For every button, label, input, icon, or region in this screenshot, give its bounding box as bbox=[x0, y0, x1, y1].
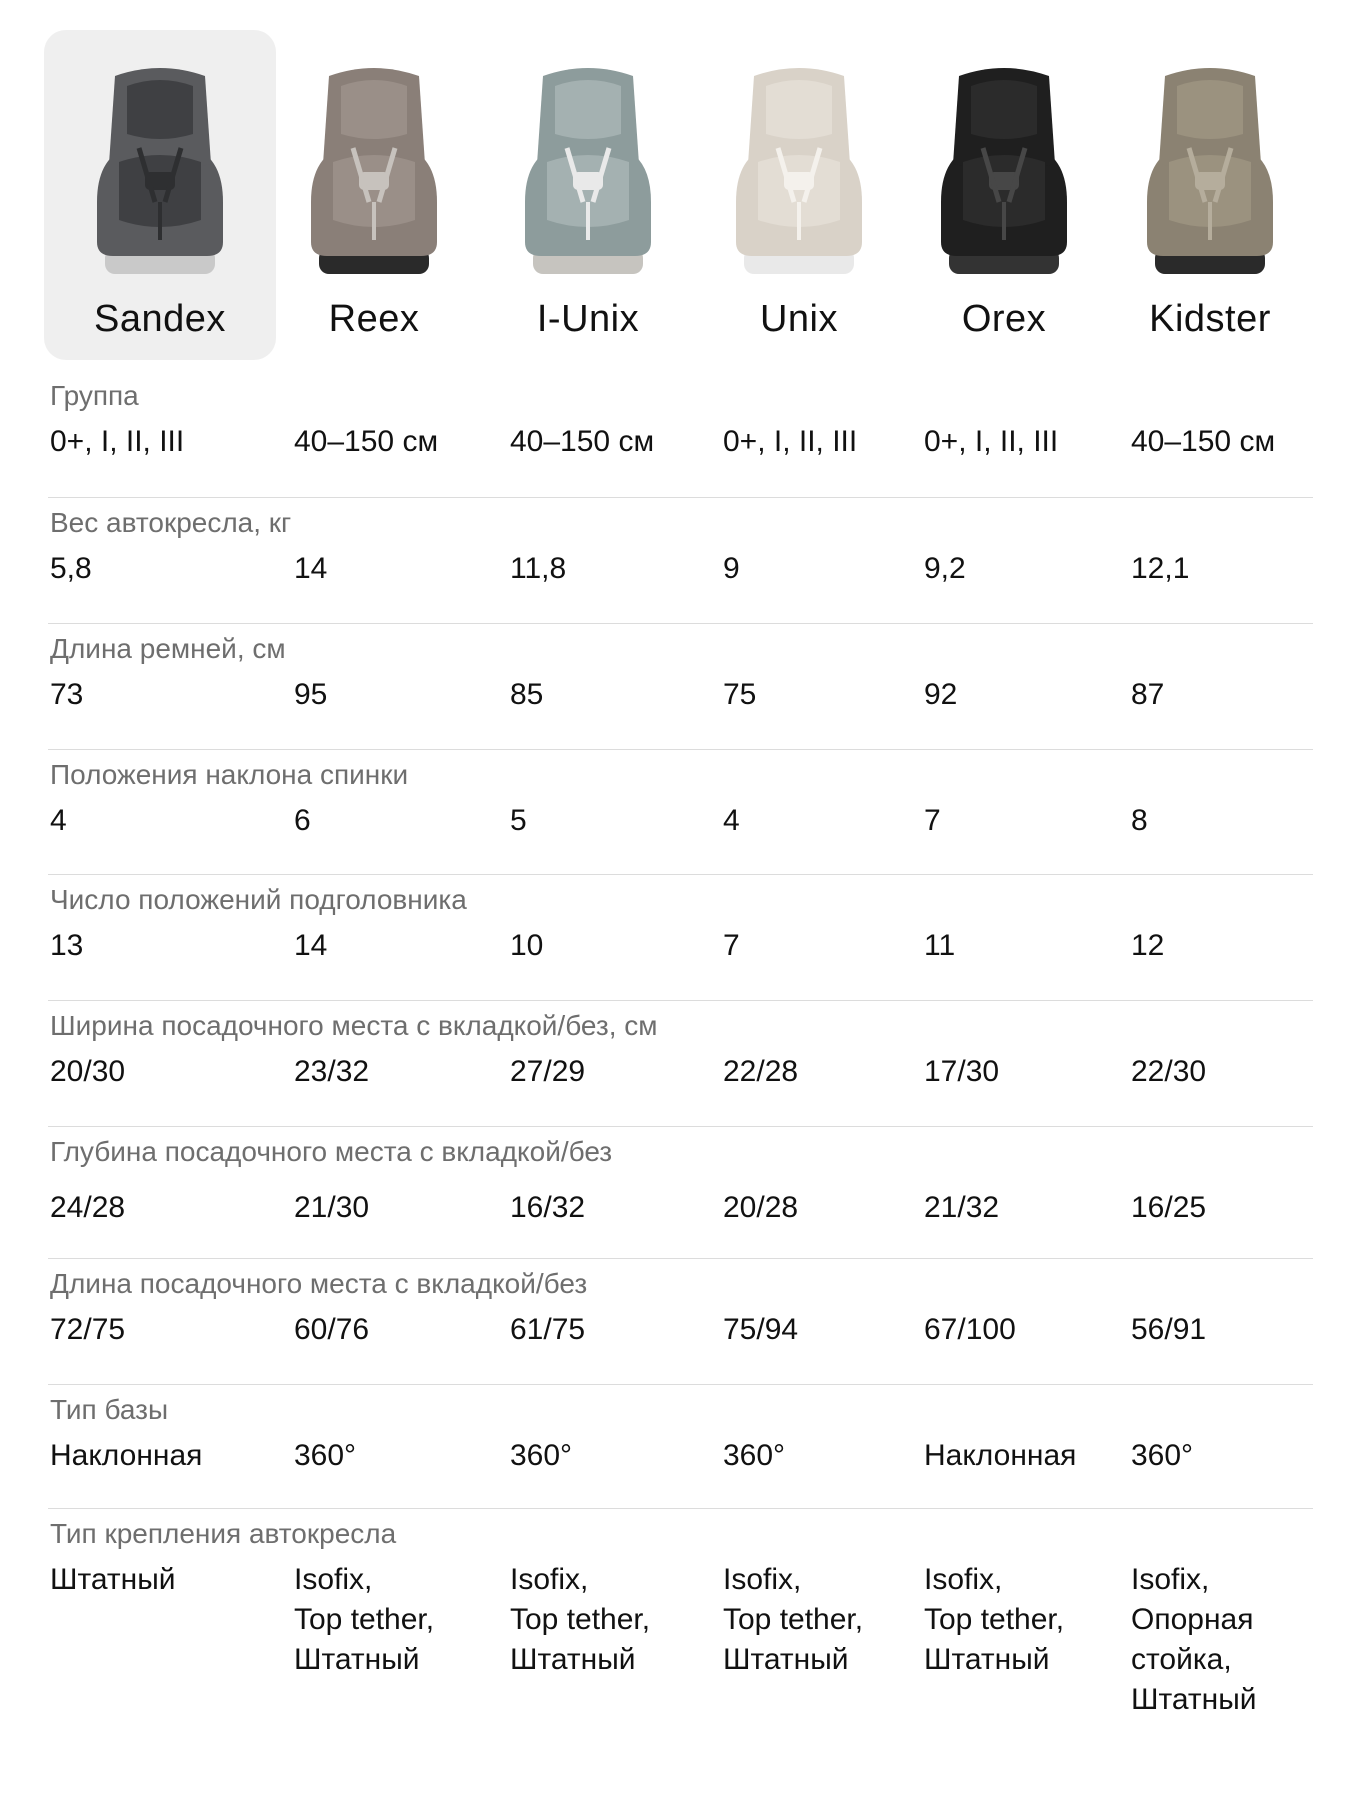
product-name: I-Unix bbox=[536, 298, 640, 340]
spec-label: Тип крепления автокресла bbox=[50, 1518, 397, 1549]
spec-value: 22/30 bbox=[1131, 1055, 1207, 1088]
spec-value: 92 bbox=[924, 678, 958, 711]
product-name: Reex bbox=[328, 298, 420, 340]
spec-label: Длина посадочного места с вкладкой/без bbox=[50, 1268, 588, 1299]
spec-value: 360° bbox=[723, 1439, 786, 1472]
car-seat-image bbox=[289, 52, 459, 282]
car-seat-image bbox=[919, 52, 1089, 282]
product-card-i-unix[interactable] bbox=[472, 30, 704, 360]
spec-value: 5,8 bbox=[50, 552, 92, 585]
spec-value: 11 bbox=[924, 929, 956, 962]
spec-row bbox=[48, 1384, 1313, 1509]
product-card-kidster[interactable] bbox=[1094, 30, 1326, 360]
spec-value: 61/75 bbox=[510, 1313, 586, 1346]
spec-row bbox=[48, 749, 1313, 875]
product-card-orex[interactable] bbox=[888, 30, 1120, 360]
spec-value: 20/28 bbox=[723, 1191, 799, 1224]
spec-value: 0+, I, II, III bbox=[50, 425, 185, 458]
car-seat-image bbox=[503, 52, 673, 282]
spec-value: 16/32 bbox=[510, 1191, 586, 1224]
spec-value: Isofix, Опорная стойка, Штатный bbox=[1131, 1563, 1257, 1716]
spec-value: 10 bbox=[510, 929, 544, 962]
product-name: Sandex bbox=[94, 298, 226, 340]
spec-value: 21/30 bbox=[294, 1191, 370, 1224]
spec-value: 12,1 bbox=[1131, 552, 1190, 585]
spec-row bbox=[48, 1000, 1313, 1127]
spec-value: 9 bbox=[723, 552, 740, 585]
spec-value: Наклонная bbox=[924, 1439, 1077, 1472]
spec-value: Isofix, Top tether, Штатный bbox=[510, 1563, 651, 1676]
spec-value: 24/28 bbox=[50, 1191, 126, 1224]
spec-value: Isofix, Top tether, Штатный bbox=[723, 1563, 864, 1676]
spec-value: 87 bbox=[1131, 678, 1165, 711]
spec-row bbox=[48, 874, 1313, 1001]
spec-value: 75 bbox=[723, 678, 757, 711]
spec-value: Isofix, Top tether, Штатный bbox=[924, 1563, 1065, 1676]
spec-label: Глубина посадочного места с вкладкой/без bbox=[50, 1136, 613, 1167]
product-header bbox=[0, 0, 1350, 370]
spec-label: Группа bbox=[50, 380, 139, 411]
product-card-reex[interactable] bbox=[258, 30, 490, 360]
spec-value: 23/32 bbox=[294, 1055, 370, 1088]
spec-label: Тип базы bbox=[50, 1394, 169, 1425]
spec-value: 0+, I, II, III bbox=[723, 425, 858, 458]
product-name: Unix bbox=[759, 298, 839, 340]
product-name: Orex bbox=[961, 298, 1047, 340]
spec-value: 5 bbox=[510, 804, 527, 837]
spec-label: Число положений подголовника bbox=[50, 884, 467, 915]
spec-value: 40–150 см bbox=[294, 425, 439, 458]
spec-value: 7 bbox=[924, 804, 941, 837]
spec-value: 14 bbox=[294, 929, 328, 962]
spec-value: 12 bbox=[1131, 929, 1165, 962]
product-name: Kidster bbox=[1149, 298, 1271, 340]
spec-value: 9,2 bbox=[924, 552, 966, 585]
spec-row bbox=[48, 370, 1313, 498]
spec-value: Isofix, Top tether, Штатный bbox=[294, 1563, 435, 1676]
spec-value: 85 bbox=[510, 678, 544, 711]
spec-value: 40–150 см bbox=[510, 425, 655, 458]
spec-value: 360° bbox=[510, 1439, 573, 1472]
spec-value: 21/32 bbox=[924, 1191, 1000, 1224]
spec-value: 95 bbox=[294, 678, 328, 711]
spec-value: 16/25 bbox=[1131, 1191, 1207, 1224]
spec-row bbox=[48, 1508, 1313, 1778]
spec-value: 360° bbox=[294, 1439, 357, 1472]
spec-row bbox=[48, 1126, 1313, 1259]
spec-value: 67/100 bbox=[924, 1313, 1016, 1346]
spec-value: 20/30 bbox=[50, 1055, 126, 1088]
spec-value: 14 bbox=[294, 552, 328, 585]
spec-value: Штатный bbox=[50, 1563, 176, 1596]
spec-label: Длина ремней, см bbox=[50, 633, 286, 664]
car-seat-image bbox=[714, 52, 884, 282]
spec-value: 72/75 bbox=[50, 1313, 126, 1346]
spec-label: Ширина посадочного места с вкладкой/без, см bbox=[50, 1010, 658, 1041]
product-card-sandex[interactable] bbox=[44, 30, 276, 360]
car-seat-image bbox=[75, 52, 245, 282]
spec-value: 11,8 bbox=[510, 552, 567, 585]
car-seat-image bbox=[1125, 52, 1295, 282]
spec-value: 60/76 bbox=[294, 1313, 370, 1346]
spec-value: 13 bbox=[50, 929, 84, 962]
spec-value: 7 bbox=[723, 929, 740, 962]
spec-value: 6 bbox=[294, 804, 311, 837]
spec-value: 56/91 bbox=[1131, 1313, 1207, 1346]
spec-label: Вес автокресла, кг bbox=[50, 507, 292, 538]
spec-value: 27/29 bbox=[510, 1055, 586, 1088]
spec-value: 73 bbox=[50, 678, 84, 711]
spec-value: 17/30 bbox=[924, 1055, 1000, 1088]
spec-row bbox=[48, 623, 1313, 750]
spec-label: Положения наклона спинки bbox=[50, 759, 409, 790]
product-card-unix[interactable] bbox=[683, 30, 915, 360]
spec-value: 4 bbox=[50, 804, 67, 837]
spec-value: Наклонная bbox=[50, 1439, 203, 1472]
spec-value: 4 bbox=[723, 804, 740, 837]
spec-value: 0+, I, II, III bbox=[924, 425, 1059, 458]
spec-value: 40–150 см bbox=[1131, 425, 1276, 458]
spec-value: 360° bbox=[1131, 1439, 1194, 1472]
spec-value: 8 bbox=[1131, 804, 1148, 837]
spec-value: 75/94 bbox=[723, 1313, 799, 1346]
spec-row bbox=[48, 1258, 1313, 1385]
spec-value: 22/28 bbox=[723, 1055, 799, 1088]
spec-row bbox=[48, 497, 1313, 624]
